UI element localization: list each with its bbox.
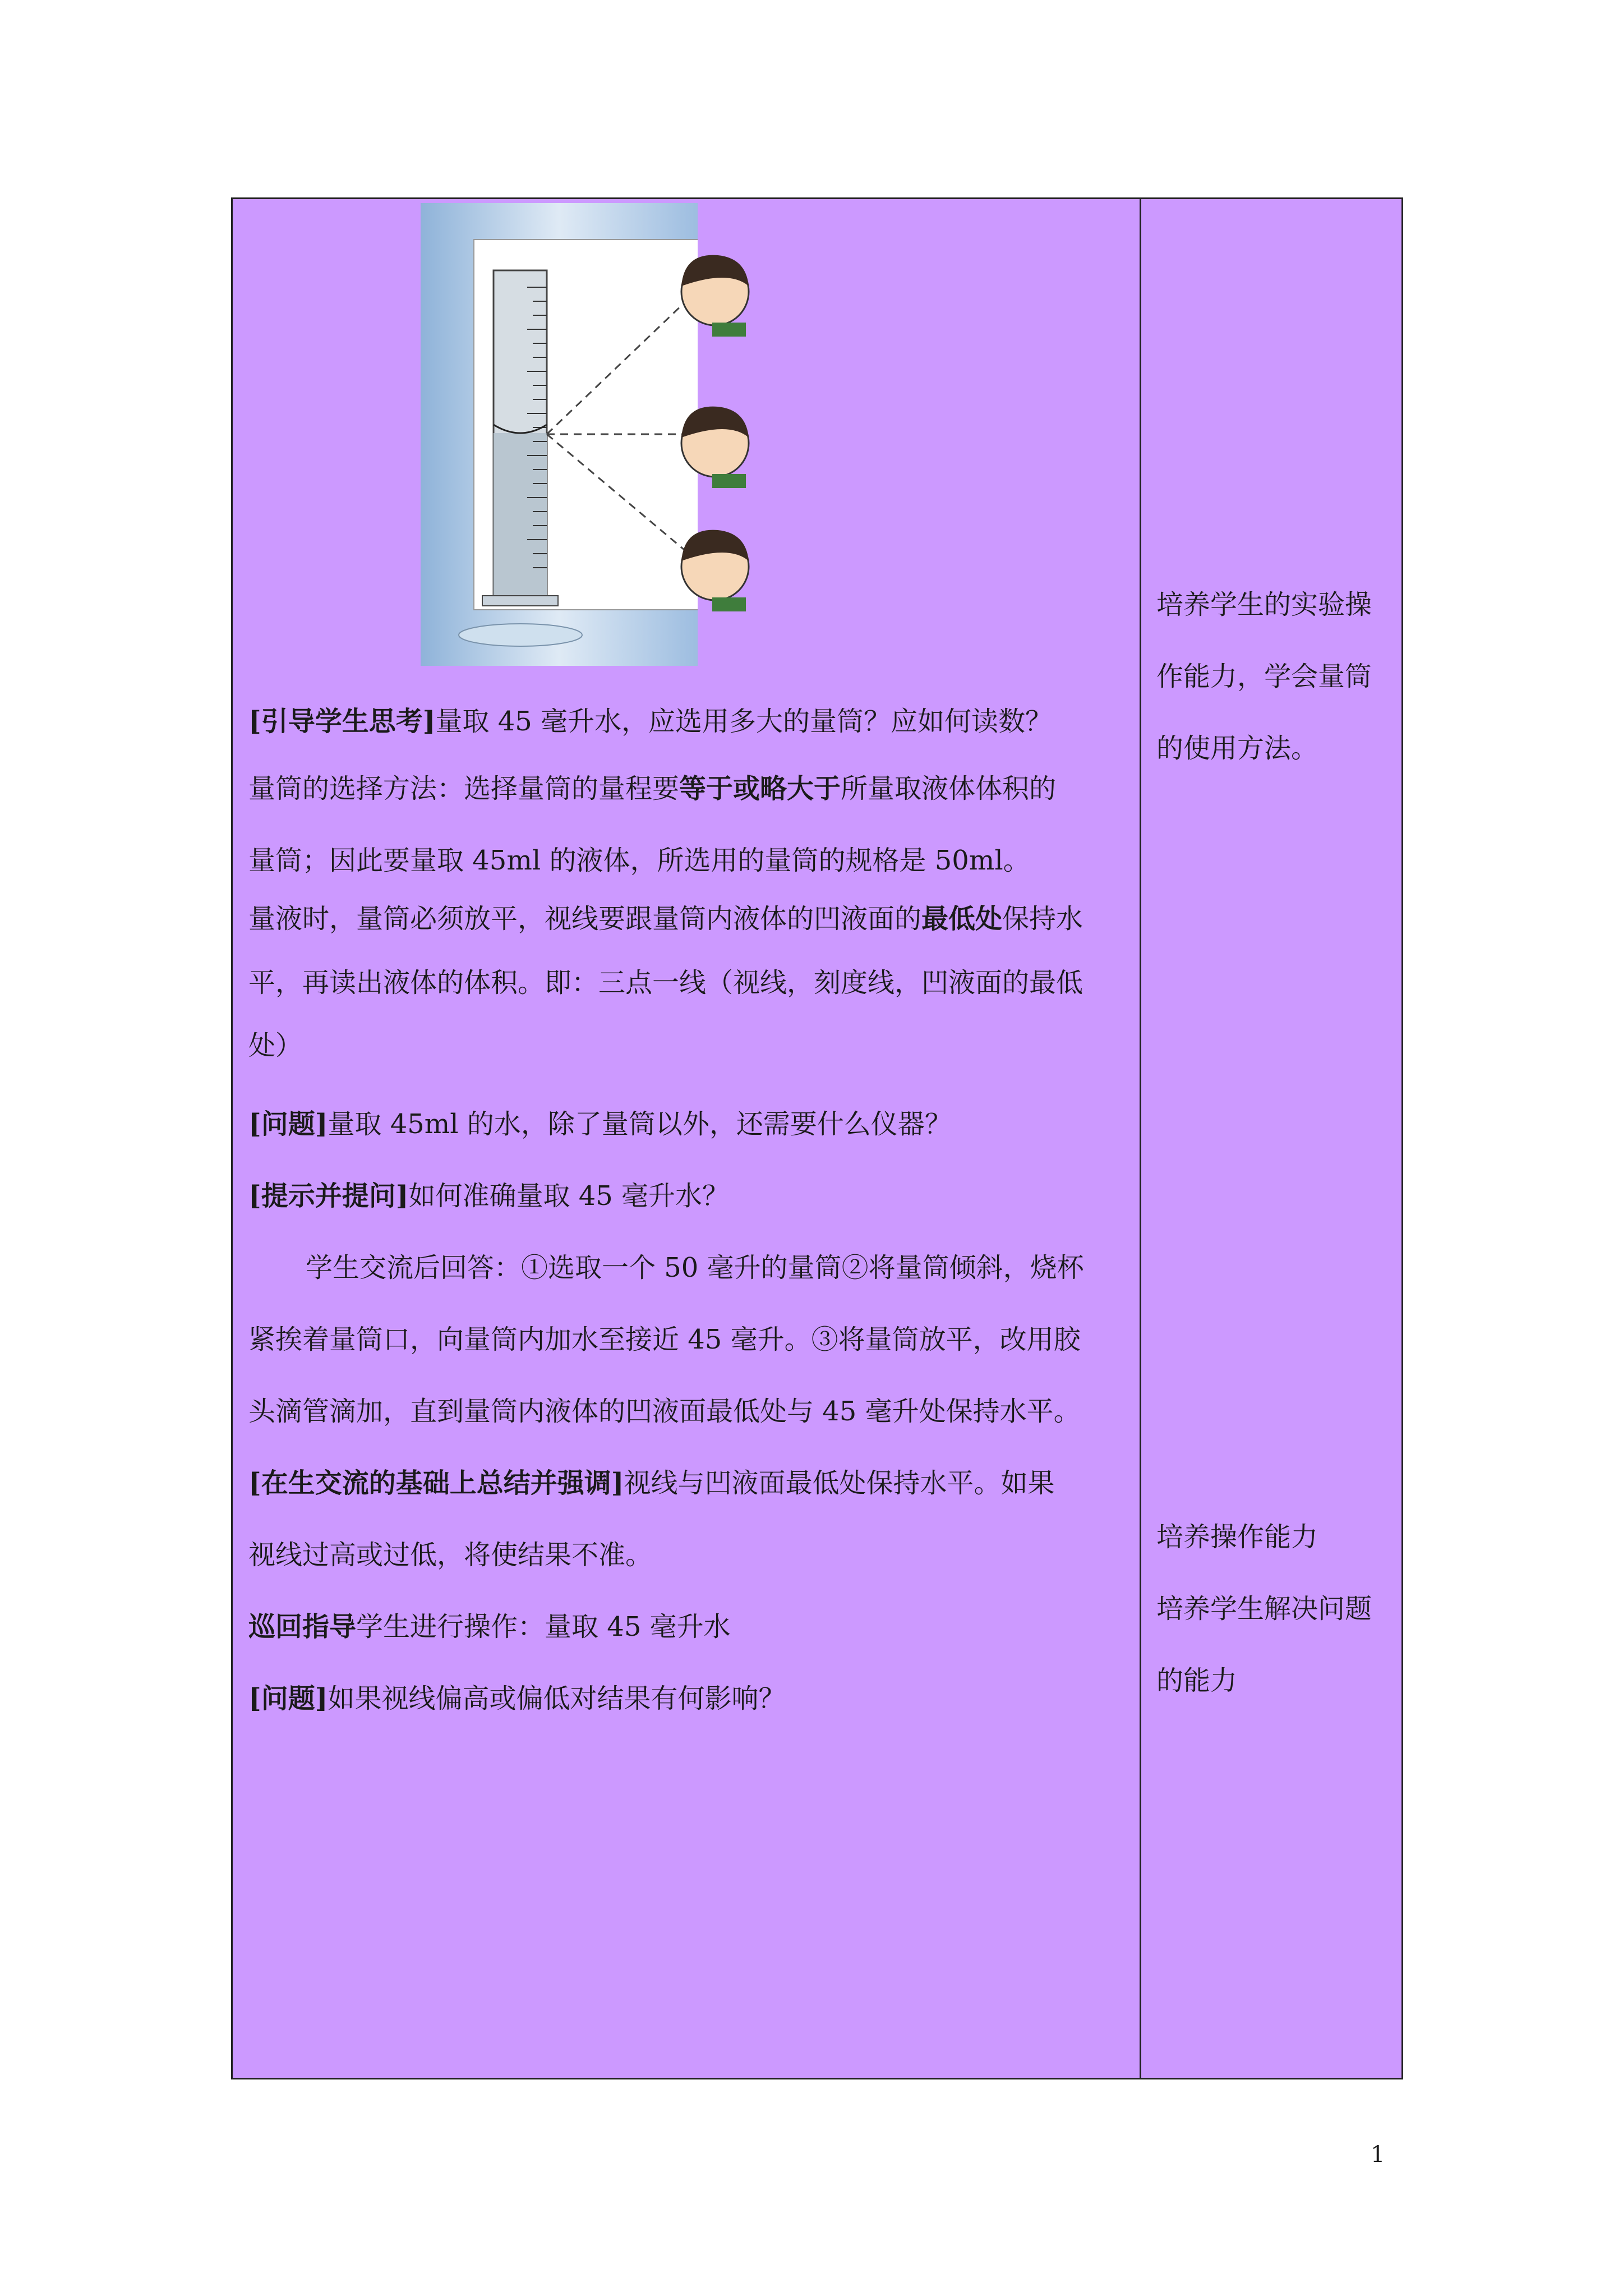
label: [提示并提问] <box>248 1180 409 1212</box>
student-answer-line3: 头滴管滴加，直到量筒内液体的凹液面最低处与 45 毫升处保持水平。 <box>248 1396 1081 1427</box>
guide-thinking-text: 量取 45 毫升水，应选用多大的量筒？应如何读数？ <box>435 706 1053 737</box>
text: 视线与凹液面最低处保持水平。如果 <box>624 1467 1055 1499</box>
side-goal-1-line2: 作能力，学会量筒 <box>1156 661 1372 692</box>
label: 巡回指导 <box>248 1611 357 1642</box>
reading-method-line2: 平，再读出液体的体积。即：三点一线（视线，刻度线，凹液面的最低 <box>248 967 1083 999</box>
text: 保持水 <box>1002 903 1083 935</box>
page-number: 1 <box>1371 2142 1385 2168</box>
label: [问题] <box>248 1683 328 1714</box>
question-effect <box>248 1663 1135 1734</box>
label: [问题] <box>248 1108 328 1140</box>
summary-line1 <box>248 1447 1135 1519</box>
text: 所量取液体体积的 <box>841 773 1057 804</box>
reading-method-line3: 处） <box>248 1030 303 1061</box>
text: 量液时，量筒必须放平，视线要跟量筒内液体的凹液面的 <box>248 903 922 935</box>
emphasis: 等于或略大于 <box>679 773 841 804</box>
side-goal-1-line1: 培养学生的实验操 <box>1156 589 1372 620</box>
guide-thinking-label: [引导学生思考] <box>248 706 436 737</box>
text: 量取 45ml 的水，除了量筒以外，还需要什么仪器？ <box>328 1108 952 1140</box>
summary-line2: 视线过高或过低，将使结果不准。 <box>248 1539 653 1571</box>
student-head-top-icon <box>662 236 763 337</box>
selection-method-line1 <box>248 753 1135 825</box>
question-instrument <box>248 1088 1135 1160</box>
guide-thinking-paragraph <box>248 685 1135 757</box>
student-head-middle-icon <box>662 387 763 488</box>
column-divider <box>1140 197 1141 2079</box>
student-head-bottom-icon <box>662 510 763 611</box>
text: 如何准确量取 45 毫升水？ <box>408 1180 730 1212</box>
text: 量筒的选择方法：选择量筒的量程要 <box>248 773 680 804</box>
side-goal-1-line3: 的使用方法。 <box>1156 733 1318 764</box>
text: 学生进行操作：量取 45 毫升水 <box>356 1611 731 1642</box>
guidance-paragraph <box>248 1591 1135 1663</box>
side-goal-2-line3: 的能力 <box>1156 1665 1238 1696</box>
side-goal-2-line1: 培养操作能力 <box>1156 1521 1318 1553</box>
student-answer-line1: 学生交流后回答：①选取一个 50 毫升的量筒②将量筒倾斜，烧杯 <box>306 1252 1084 1283</box>
label: [在生交流的基础上总结并强调] <box>248 1467 624 1499</box>
emphasis: 最低处 <box>921 903 1003 935</box>
hint-question <box>248 1160 1135 1232</box>
reading-method-line1 <box>248 883 1135 955</box>
text: 如果视线偏高或偏低对结果有何影响？ <box>328 1683 786 1714</box>
selection-method-line2: 量筒；因此要量取 45ml 的液体，所选用的量筒的规格是 50ml。 <box>248 845 1030 876</box>
student-answer-line2: 紧挨着量筒口，向量筒内加水至接近 45 毫升。③将量筒放平，改用胶 <box>248 1324 1081 1355</box>
side-goal-2-line2: 培养学生解决问题 <box>1156 1593 1372 1625</box>
graduated-cylinder-reading-figure <box>421 203 698 666</box>
